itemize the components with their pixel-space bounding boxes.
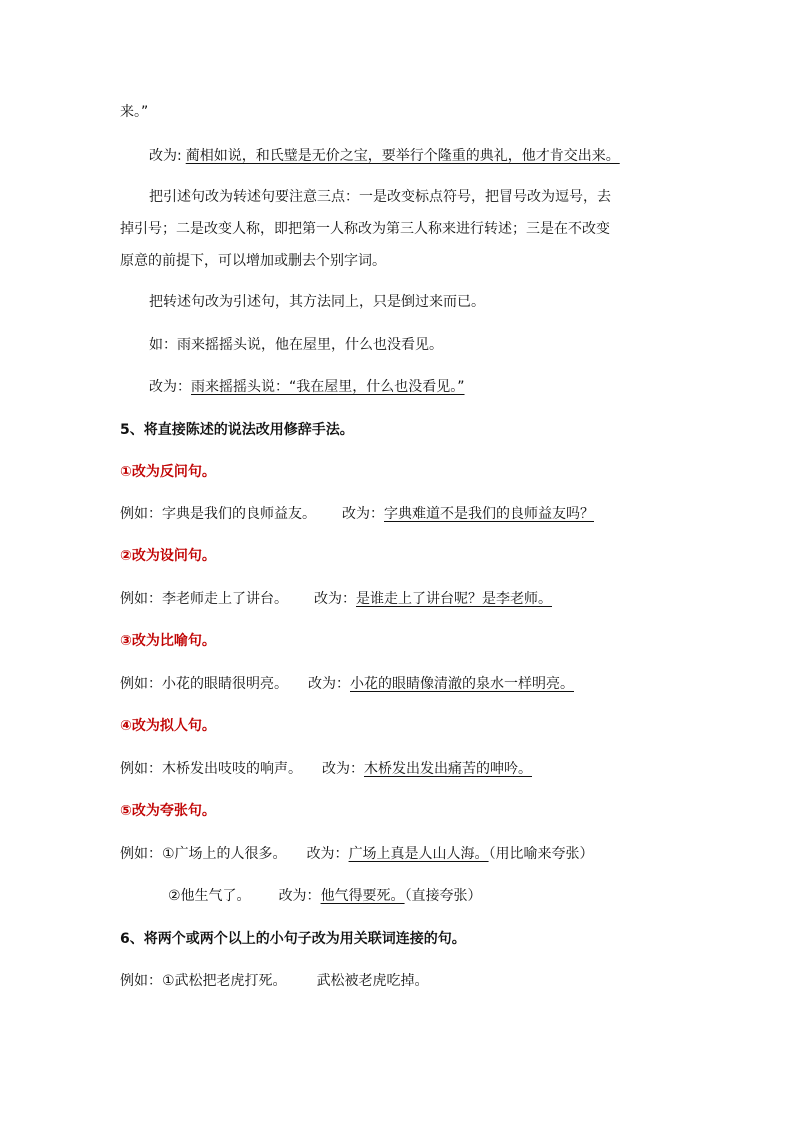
- change-label: 改为：: [342, 506, 384, 522]
- note-text: （用比喻来夸张）: [488, 846, 594, 862]
- example-line: [168, 886, 482, 906]
- answer-text: 木桥发出发出痛苦的呻吟。: [364, 761, 532, 777]
- example-text: 武松被老虎吃掉。: [316, 973, 429, 989]
- example-line: [120, 504, 594, 524]
- paragraph-line: 原意的前提下，可以增加或删去个别字词。: [120, 253, 386, 269]
- change-label: 改为：: [322, 761, 364, 777]
- subsection-heading: ②改为设问句。: [120, 548, 216, 564]
- paragraph-line: 把转述句改为引述句，其方法同上，只是倒过来而已。: [149, 294, 485, 310]
- change-label: 改为:: [149, 148, 182, 164]
- paragraph-line: 把引述句改为转述句要注意三点：一是改变标点符号，把冒号改为逗号，去: [149, 189, 611, 205]
- answer-text: 是谁走上了讲台呢？是李老师。: [356, 591, 552, 607]
- subsection-heading: ⑤改为夸张句。: [120, 803, 216, 819]
- example-line: [120, 674, 574, 694]
- change-label: 改为：: [278, 888, 321, 904]
- subsection-heading: ④改为拟人句。: [120, 718, 216, 734]
- change-label: 改为：: [306, 846, 349, 862]
- example-line: [120, 589, 552, 609]
- note-text: （直接夸张）: [404, 888, 482, 904]
- example-text: 例如：①武松把老虎打死。: [120, 973, 287, 989]
- example-text: ②他生气了。: [168, 888, 251, 904]
- change-label: 改为：: [314, 591, 356, 607]
- answer-line: [149, 146, 620, 166]
- example-text: 例如：小花的眼睛很明亮。: [120, 676, 288, 692]
- example-text: 例如：字典是我们的良师益友。: [120, 506, 316, 522]
- paragraph-line: 来。”: [120, 104, 149, 120]
- paragraph-line: 如：雨来摇摇头说，他在屋里，什么也没看见。: [149, 337, 443, 353]
- section-heading: 6、将两个或两个以上的小句子改为用关联词连接的句。: [120, 931, 466, 947]
- example-text: 例如：李老师走上了讲台。: [120, 591, 288, 607]
- change-label: 改为：: [149, 379, 191, 395]
- answer-line: [149, 377, 465, 397]
- answer-text: 字典难道不是我们的良师益友吗？: [384, 506, 594, 522]
- example-line: [120, 759, 532, 779]
- change-label: 改为：: [308, 676, 350, 692]
- example-text: 例如：木桥发出吱吱的响声。: [120, 761, 302, 777]
- example-text: 例如：①广场上的人很多。: [120, 846, 287, 862]
- section-heading: 5、将直接陈述的说法改用修辞手法。: [120, 422, 354, 438]
- example-line: [120, 971, 429, 991]
- example-line: [120, 844, 594, 864]
- answer-text: 广场上真是人山人海。: [348, 846, 489, 862]
- answer-text: 他气得要死。: [320, 888, 405, 904]
- subsection-heading: ③改为比喻句。: [120, 633, 216, 649]
- subsection-heading: ①改为反问句。: [120, 464, 216, 480]
- answer-text: 雨来摇摇头说：“我在屋里，什么也没看见。”: [191, 379, 465, 395]
- paragraph-line: 掉引号；二是改变人称，即把第一人称改为第三人称来进行转述；三是在不改变: [120, 221, 610, 237]
- answer-text: 小花的眼睛像清澈的泉水一样明亮。: [350, 676, 574, 692]
- answer-text: 蔺相如说，和氏璧是无价之宝，要举行个隆重的典礼，他才肯交出来。: [185, 148, 620, 164]
